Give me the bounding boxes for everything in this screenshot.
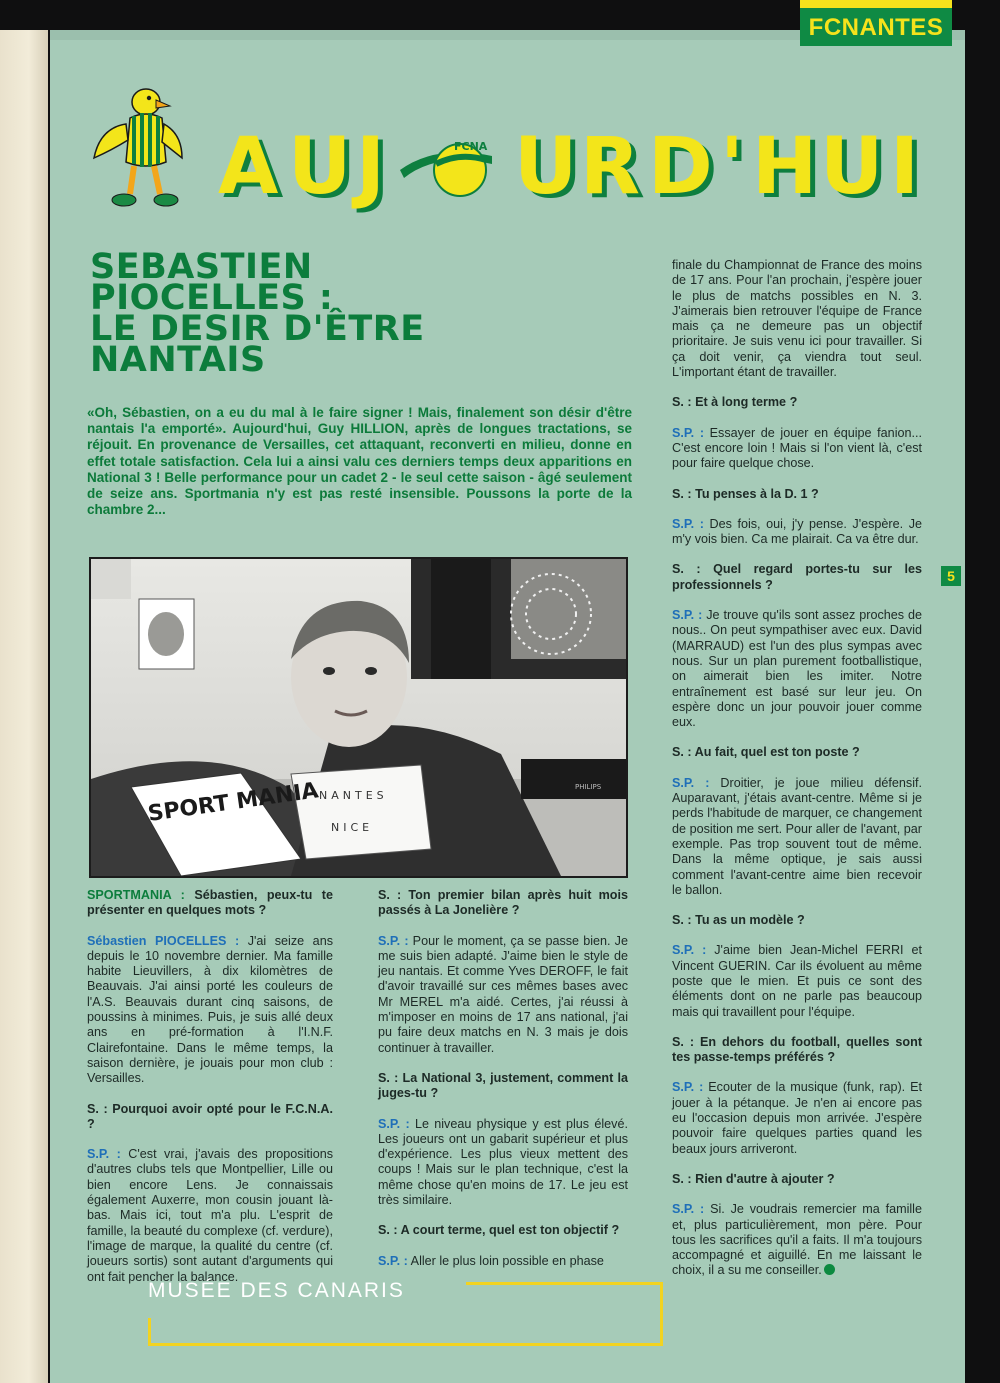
- question-text: La National 3, justement, comment la juges-tu ?: [378, 1070, 629, 1101]
- masthead-letter: U: [514, 122, 578, 212]
- speaker-label: S.P. :: [672, 516, 704, 531]
- speaker-label: S.P. :: [378, 1253, 408, 1268]
- masthead-letter: A: [218, 122, 279, 212]
- speaker-label: S. :: [672, 395, 692, 410]
- speaker-label: S. :: [378, 1223, 398, 1238]
- masthead-letter: H: [752, 122, 818, 212]
- qa-paragraph: [672, 745, 922, 760]
- speaker-label: S.P. :: [672, 1080, 704, 1095]
- qa-paragraph: [87, 1102, 333, 1133]
- qa-paragraph: [672, 426, 922, 472]
- watermark-text: MUSÉE DES CANARIS: [148, 1279, 405, 1302]
- question-text: Tu penses à la D. 1 ?: [691, 486, 819, 501]
- title-line: SEBASTIEN: [90, 247, 313, 287]
- watermark-frame: [660, 1282, 663, 1346]
- qa-paragraph: [672, 258, 922, 380]
- question-text: Tu as un modèle ?: [691, 913, 805, 928]
- column-1: [87, 888, 333, 1300]
- qa-paragraph: [87, 934, 333, 1087]
- qa-paragraph: [672, 517, 922, 548]
- masthead-letter: D: [648, 122, 713, 212]
- speaker-label: S. :: [87, 1101, 108, 1116]
- answer-text: C'est vrai, j'avais des propositions d'autres clubs tels que Montpellier, Lille ou bien encore Lens. Je connaissais également Auxerre, mon cousin jouant là-bas. Mais ici, tout m'a plu. L'esprit de famille, la beauté du complexe (cf. verdure), l'image de marque, la qualité du centre (cf. joueurs sortis) sont autant d'arguments qui ont fait pencher la balance.: [87, 1147, 333, 1284]
- qa-paragraph: [378, 1254, 628, 1269]
- article-title: [90, 247, 530, 380]
- question-text: Quel regard portes-tu sur les professionnels ?: [672, 562, 923, 592]
- question-text: Au fait, quel est ton poste ?: [691, 745, 860, 760]
- question-text: En dehors du football, quelles sont tes passe-temps préférés ?: [672, 1034, 923, 1065]
- answer-text: J'ai seize ans depuis le 10 novembre dernier. Ma famille habite Lieuvillers, à dix kilomètres de Beauvais. J'ai ainsi porté les couleurs de l'A.S. Beauvais durant cinq saisons, de poussins à minimes. Puis, je suis allé deux ans en pré-formation à l'I.N.F. Clairefontaine. Dans le même temps, la saison dernière, je jouais pour mon club : Versailles.: [87, 933, 333, 1086]
- qa-paragraph: [378, 888, 628, 919]
- speaker-label: S. :: [672, 913, 692, 928]
- page-number: 5: [941, 566, 961, 586]
- qa-paragraph: [87, 888, 333, 919]
- answer-text: Le niveau physique y est plus élevé. Les joueurs ont un gabarit supérieur et plus d'expérience. Les plus vieux mettent des coups ! Mais sur le plan technique, c'est la même chose qu'en moins de 17. Le jeu est très similaire.: [378, 1116, 628, 1208]
- brand-accent-bar: [800, 0, 952, 8]
- watermark-frame: [148, 1318, 151, 1346]
- qa-paragraph: [672, 1080, 922, 1156]
- answer-text: Pour le moment, ça se passe bien. Je me suis bien adapté. J'aime bien le style de jeu nantais. Et comme Yves DEROFF, le fait d'avoir travaillé sur ces mêmes bases avec Mr MEREL m'a aidé. Certes, j'ai réussi à m'imposer en moins de 17 ans national, j'ai pu faire deux matchs en N. 3 mais je dois continuer à travailler.: [378, 933, 628, 1055]
- answer-text: Des fois, oui, j'y pense. J'espère. Je m'y vois bien. Ca me plairait. Ca va être dur.: [672, 516, 922, 547]
- question-text: Et à long terme ?: [691, 395, 798, 410]
- masthead-letter: J: [356, 122, 386, 212]
- qa-paragraph: [672, 562, 922, 593]
- speaker-label: Sébastien PIOCELLES :: [87, 933, 240, 948]
- question-text: A court terme, quel est ton objectif ?: [397, 1223, 620, 1238]
- masthead: [90, 80, 940, 220]
- answer-text: Je trouve qu'ils sont assez proches de nous.. On peut sympathiser avec eux. David (MARRAUD) est l'un des plus sympas avec nous. Sur un plan purement footballistique, on aimerait bien les imiter. Notre entraînement est basé sur leur jeu. On espère donc un jour pouvoir jouer comme eux.: [672, 608, 922, 730]
- speaker-label: S. :: [378, 888, 402, 902]
- fcna-logo-text: FCNA: [454, 140, 488, 153]
- qa-paragraph: [672, 487, 922, 502]
- photo-illustration: [91, 559, 626, 876]
- left-page-edge: [0, 30, 48, 1383]
- question-text: Rien d'autre à ajouter ?: [691, 1171, 835, 1186]
- answer-text: Ecouter de la musique (funk, rap). Et jouer à la pétanque. Je n'en ai encore pas eu l'occasion depuis mon arrivée. J'espère pouvoir faire quelques parties quand les beaux jours arriveront.: [672, 1080, 922, 1156]
- speaker-label: S.P. :: [672, 775, 710, 790]
- qa-paragraph: [378, 934, 628, 1056]
- masthead-letter: U: [288, 122, 352, 212]
- qa-paragraph: [672, 913, 922, 928]
- speaker-label: S.P. :: [672, 608, 703, 623]
- brand-label: FCNANTES: [800, 8, 952, 46]
- qa-paragraph: [672, 608, 922, 730]
- column-2: [378, 888, 628, 1284]
- masthead-letter: U: [820, 122, 884, 212]
- speaker-label: S. :: [378, 1070, 399, 1085]
- speaker-label: S. :: [672, 562, 701, 577]
- answer-text: J'aime bien Jean-Michel FERRI et Vincent GUERIN. Car ils évoluent au même poste que le mien. Et puis ce sont des éléments dont on ne parle pas beaucoup mais qui travaillent pour l'équipe.: [672, 943, 922, 1019]
- speaker-label: S. :: [672, 486, 692, 501]
- qa-paragraph: [378, 1071, 628, 1102]
- title-line: LE DESIR D'ÊTRE: [90, 309, 425, 349]
- article-intro: «Oh, Sébastien, on a eu du mal à le faire signer ! Mais, finalement son désir d'être nantais l'a emporté». Aujourd'hui, Guy HILLION, après de longues tractations, se réjouit. En provenance de Versailles, cet attaquant, reconverti en milieu, donne en effet totale satisfaction. Cela lui a ainsi valu ces derniers temps deux apparitions en National 3 ! Belle performance pour un cadet 2 - le seul cette saison - âgé seulement de seize ans. Sportmania n'y est pas resté insensible. Poussons la porte de la chambre 2...: [87, 405, 632, 518]
- answer-text: Droitier, je joue milieu défensif. Auparavant, j'étais avant-centre. Même si je perds l'habitude de marquer, ce changement de position me sert. Pour aller de l'avant, par exemple. Pas trop souvent tout de même. Dans la même optique, je sais aussi comment l'avant-centre aime bien recevoir le ballon.: [672, 775, 922, 897]
- answer-text: Essayer de jouer en équipe fanion... C'est encore loin ! Mais si l'on vient là, c'est pour faire quelque chose.: [672, 425, 922, 471]
- speaker-label: S. :: [672, 745, 692, 760]
- speaker-label: S.P. :: [672, 1202, 705, 1217]
- speaker-label: S.P. :: [378, 1116, 410, 1131]
- watermark-frame: [148, 1343, 663, 1346]
- answer-text: Si. Je voudrais remercier ma famille et, plus particulièrement, mon père. Pour tous les sacrifices qu'il a faits. Il m'a toujours accompagné et aiguillé. En me laissant le choix, il a su me conseiller.: [672, 1202, 922, 1278]
- qa-paragraph: [672, 1172, 922, 1187]
- question-text: Sébastien, peux-tu te présenter en quelques mots ?: [87, 888, 333, 918]
- answer-text: finale du Championnat de France des moins de 17 ans. Pour l'an prochain, j'espère jouer le plus de matchs possibles en N. 3. J'aimerais bien retrouver l'équipe de France mais ça ne demeure pas un objectif prioritaire. Je suis venu ici pour travailler. Si ça doit venir, ça viendra tout seul. L'important étant de travailler.: [672, 258, 922, 380]
- qa-paragraph: [672, 943, 922, 1019]
- title-line: PIOCELLES :: [90, 278, 334, 318]
- speaker-label: S. :: [672, 1171, 692, 1186]
- speaker-label: S.P. :: [672, 425, 705, 440]
- watermark-frame: [466, 1282, 663, 1285]
- column-3: [672, 258, 922, 1294]
- portrait-photo: [89, 557, 628, 878]
- answer-text: Aller le plus loin possible en phase: [407, 1253, 604, 1268]
- speaker-label: S.P. :: [87, 1147, 121, 1162]
- qa-paragraph: [672, 395, 922, 410]
- qa-paragraph: [672, 1035, 922, 1066]
- photo-program-line1: NANTES: [319, 789, 388, 802]
- masthead-letter: R: [580, 122, 641, 212]
- speaker-label: S. :: [672, 1034, 695, 1049]
- question-text: Pourquoi avoir opté pour le F.C.N.A. ?: [87, 1101, 333, 1131]
- qa-paragraph: [672, 776, 922, 898]
- masthead-letter: I: [890, 122, 920, 212]
- title-line: NANTAIS: [90, 340, 266, 380]
- canary-mascot-icon: [90, 80, 190, 215]
- end-of-article-icon: [824, 1264, 835, 1275]
- speaker-label: SPORTMANIA :: [87, 888, 185, 902]
- speaker-label: S.P. :: [378, 933, 409, 948]
- fcna-ball-logo-icon: [396, 130, 500, 200]
- qa-paragraph: [672, 1202, 922, 1278]
- museum-watermark: [148, 1280, 663, 1348]
- masthead-letter: ': [720, 122, 744, 212]
- qa-paragraph: [378, 1117, 628, 1209]
- photo-magazine-text: SPORT MANIA: [146, 778, 321, 827]
- photo-device-text: PHILIPS: [575, 783, 602, 791]
- qa-paragraph: [87, 1147, 333, 1285]
- question-text: Ton premier bilan après huit mois passés à La Jonelière ?: [378, 888, 628, 918]
- photo-program-line2: NICE: [331, 821, 374, 834]
- qa-paragraph: [378, 1223, 628, 1238]
- speaker-label: S.P. :: [672, 943, 707, 958]
